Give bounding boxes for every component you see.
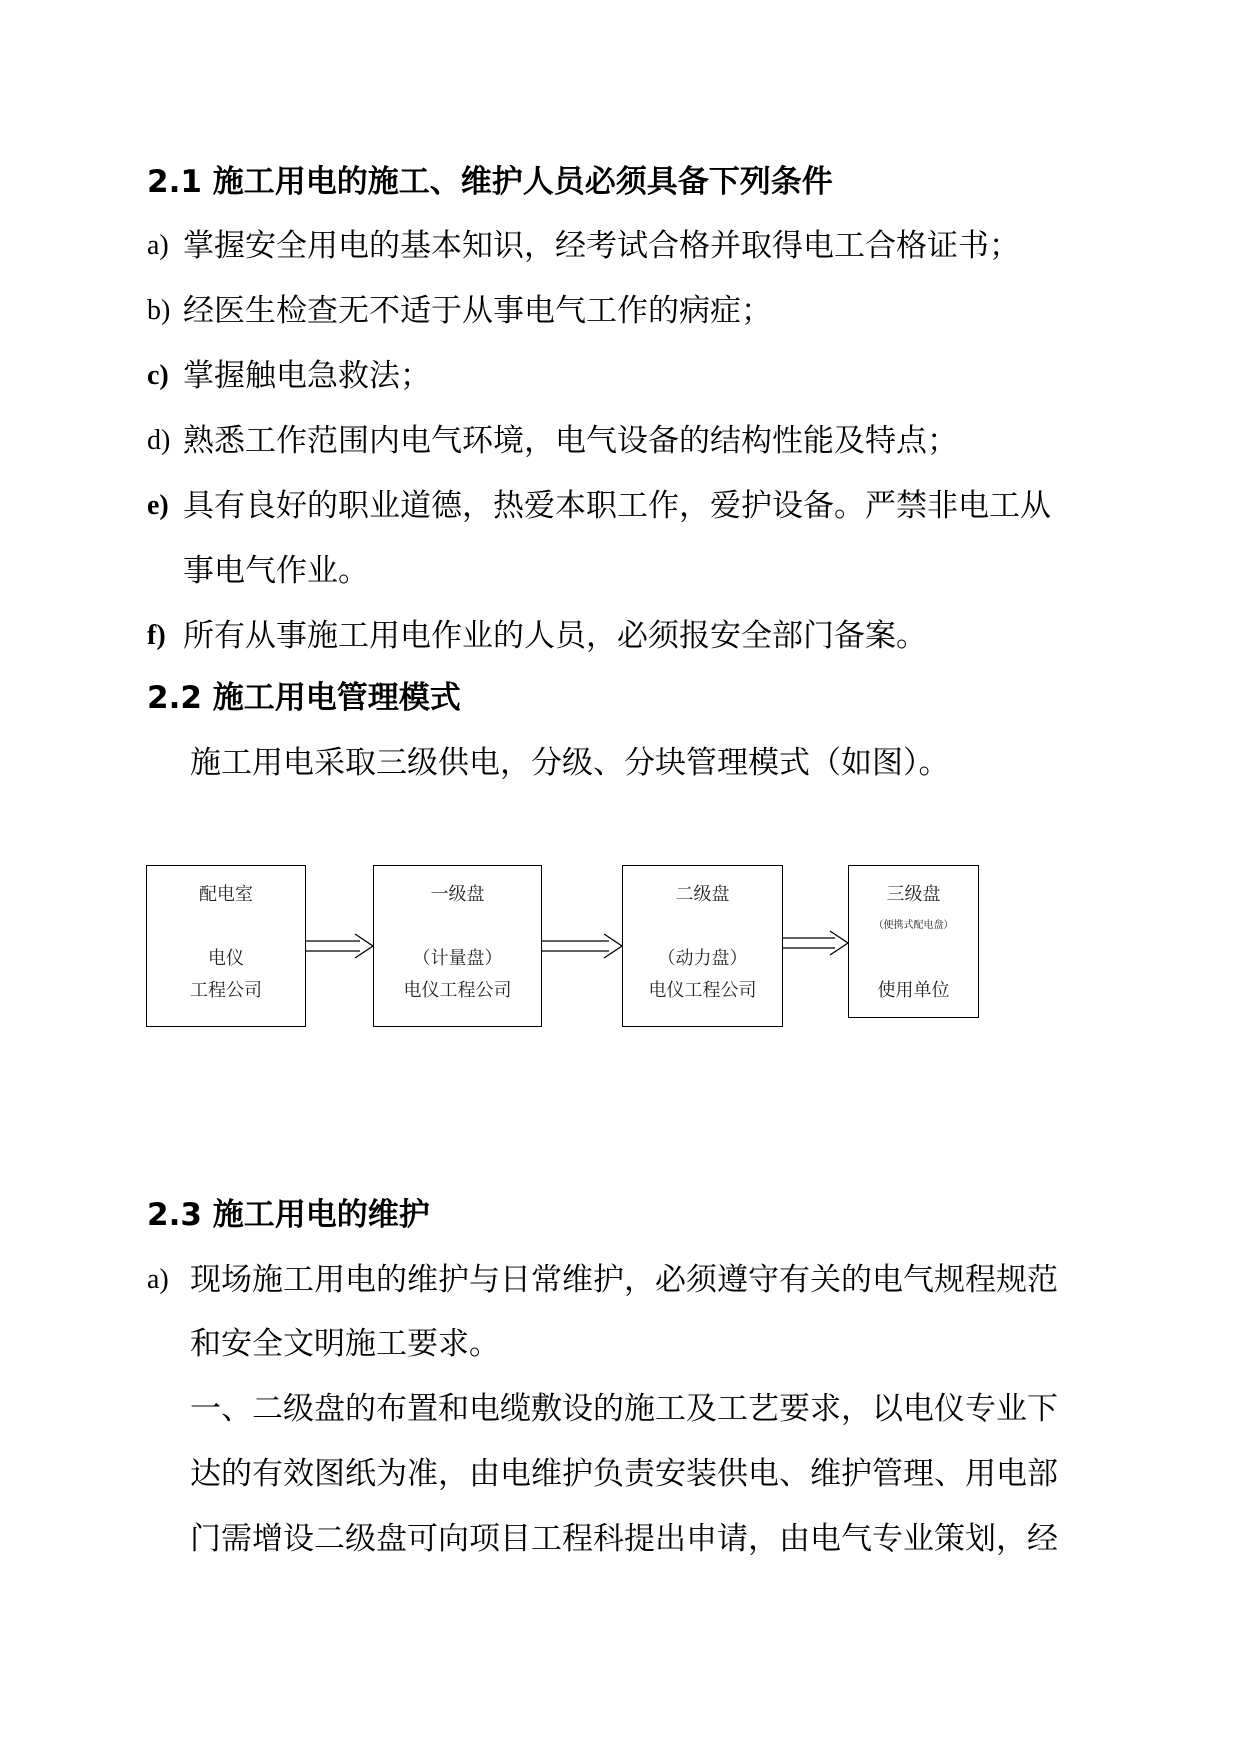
arrow-1: [306, 934, 373, 958]
section-2-3-heading: 2.3 施工用电的维护: [147, 1197, 430, 1233]
item-a-text: 掌握安全用电的基本知识，经考试合格并取得电工合格证书；: [183, 228, 1020, 264]
item-d-text: 熟悉工作范围内电气环境，电气设备的结构性能及特点；: [183, 423, 958, 459]
s23-line-1: 现场施工用电的维护与日常维护，必须遵守有关的电气规程规范: [190, 1262, 1058, 1298]
box-title: 一级盘: [430, 884, 485, 905]
box-line1: 电仪: [208, 948, 244, 969]
s23-line-5: 门需增设二级盘可向项目工程科提出申请，由电气专业策划，经: [190, 1521, 1058, 1557]
box-title: 配电室: [199, 884, 253, 905]
item-f-text: 所有从事施工用电作业的人员，必须报安全部门备案。: [183, 618, 927, 654]
item-f-marker: f): [147, 620, 166, 651]
section-2-2-paragraph: 施工用电采取三级供电，分级、分块管理模式（如图）。: [190, 745, 950, 781]
s23-line-3: 一、二级盘的布置和电缆敷设的施工及工艺要求，以电仪专业下: [190, 1391, 1058, 1427]
arrow-3: [783, 931, 848, 955]
item-e-marker: e): [147, 490, 169, 521]
section-2-1-heading: 2.1 施工用电的施工、维护人员必须具备下列条件: [147, 164, 833, 200]
box-line1: （动力盘）: [657, 948, 748, 969]
item-e-continuation: 事电气作业。: [183, 553, 369, 589]
item-d-marker: d): [147, 425, 171, 456]
box-line2: 工程公司: [190, 980, 262, 1001]
s23-item-a-marker: a): [147, 1264, 169, 1295]
section-2-2-heading: 2.2 施工用电管理模式: [147, 680, 461, 716]
box-title: 三级盘: [886, 884, 941, 905]
s23-line-4: 达的有效图纸为准，由电维护负责安装供电、维护管理、用电部: [190, 1456, 1058, 1492]
box-note: （便携式配电盘）: [873, 920, 954, 931]
box-line2: 使用单位: [877, 980, 950, 1001]
s23-line-2: 和安全文明施工要求。: [190, 1326, 500, 1362]
item-b-text: 经医生检查无不适于从事电气工作的病症；: [183, 293, 772, 329]
box-title: 二级盘: [675, 884, 730, 905]
box-line1: （计量盘）: [412, 948, 503, 969]
item-b-marker: b): [147, 295, 171, 326]
item-a-marker: a): [147, 230, 169, 261]
item-c-text: 掌握触电急救法；: [183, 358, 431, 394]
box-line2: 电仪工程公司: [403, 980, 512, 1001]
item-e-text: 具有良好的职业道德，热爱本职工作，爱护设备。严禁非电工从: [183, 488, 1051, 524]
box-line2: 电仪工程公司: [648, 980, 757, 1001]
arrow-2: [542, 934, 622, 958]
item-c-marker: c): [147, 360, 169, 391]
